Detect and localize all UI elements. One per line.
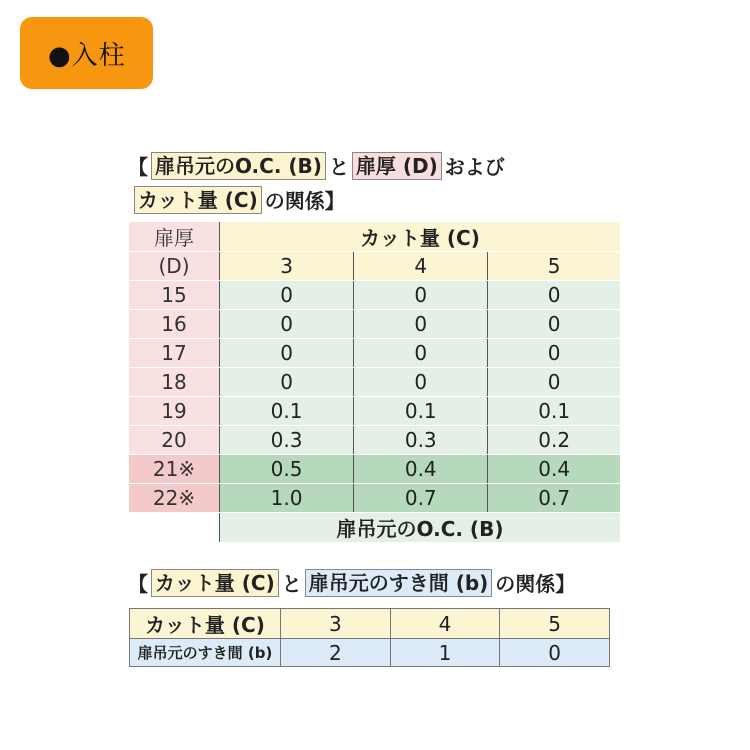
heading2-tail: の関係】 [495,572,576,596]
cell-value: 0 [354,310,488,339]
cell-value: 5 [500,609,610,639]
row-thickness: 19 [129,397,220,426]
cell-value: 0.1 [354,397,488,426]
cut-amount-table [129,222,620,543]
cell-value: 0 [488,281,620,310]
row-thickness: 16 [129,310,220,339]
column-header: 4 [354,252,488,281]
heading2-term-c: カット量 (C) [151,569,279,597]
header-left-2: (D) [129,252,220,281]
cell-value: 0.7 [354,484,488,513]
cell-value: 0.1 [488,397,620,426]
row-thickness: 18 [129,368,220,397]
cell-value: 0 [500,639,610,667]
table-row [129,397,620,426]
header-left-1: 扉厚 [129,222,220,252]
table-row-highlighted [129,455,620,484]
cell-value: 0 [488,368,620,397]
cell-value: 4 [390,609,500,639]
column-header: 5 [488,252,620,281]
table-footer: 扉吊元のO.C. (B) [220,513,621,543]
table-row [129,310,620,339]
row-thickness: 15 [129,281,220,310]
footer-blank [129,513,220,543]
cell-value: 3 [281,609,391,639]
cell-value: 0.2 [488,426,620,455]
table-row [129,281,620,310]
cell-value: 0.3 [220,426,354,455]
heading1-open: 【 [128,155,148,179]
cell-value: 1 [390,639,500,667]
gap-table [129,608,610,667]
header-top: カット量 (C) [220,222,621,252]
row-thickness: 17 [129,339,220,368]
row-thickness: 22※ [129,484,220,513]
heading2-term-b: 扉吊元のすき間 (b) [305,569,493,597]
heading2-open: 【 [128,572,148,596]
heading2-conj: と [281,572,302,596]
section-badge [20,17,153,89]
table-row [129,368,620,397]
cell-value: 0.1 [220,397,354,426]
cell-value: 0 [220,368,354,397]
cell-value: 0.4 [354,455,488,484]
table-row [129,426,620,455]
cell-value: 0 [354,281,488,310]
table1-heading-line2 [131,185,345,214]
table-row-highlighted [129,484,620,513]
cell-value: 0 [354,339,488,368]
table-row [129,339,620,368]
table-row [130,609,610,639]
cell-value: 0 [354,368,488,397]
heading1-term-d: 扉厚 (D) [352,152,442,180]
cell-value: 0.5 [220,455,354,484]
table-row [130,639,610,667]
cell-value: 0.3 [354,426,488,455]
badge-label: ●入柱 [48,40,126,71]
cell-value: 0 [488,339,620,368]
cell-value: 0 [488,310,620,339]
heading1-and: および [444,155,505,179]
heading1-conj: と [328,155,349,179]
heading1-term-c: カット量 (C) [134,186,262,214]
table2-heading [128,568,575,597]
row-thickness: 21※ [129,455,220,484]
cell-value: 1.0 [220,484,354,513]
cell-value: 0 [220,281,354,310]
row-thickness: 20 [129,426,220,455]
heading1-term-b: 扉吊元のO.C. (B) [151,152,326,180]
cell-value: 0 [220,310,354,339]
cell-value: 2 [281,639,391,667]
table1-heading [128,151,505,180]
column-header: 3 [220,252,354,281]
row-label-cut: カット量 (C) [130,609,281,639]
row-label-gap: 扉吊元のすき間 (b) [130,639,281,667]
cell-value: 0 [220,339,354,368]
heading1-tail: の関係】 [264,189,345,213]
cell-value: 0.4 [488,455,620,484]
cell-value: 0.7 [488,484,620,513]
